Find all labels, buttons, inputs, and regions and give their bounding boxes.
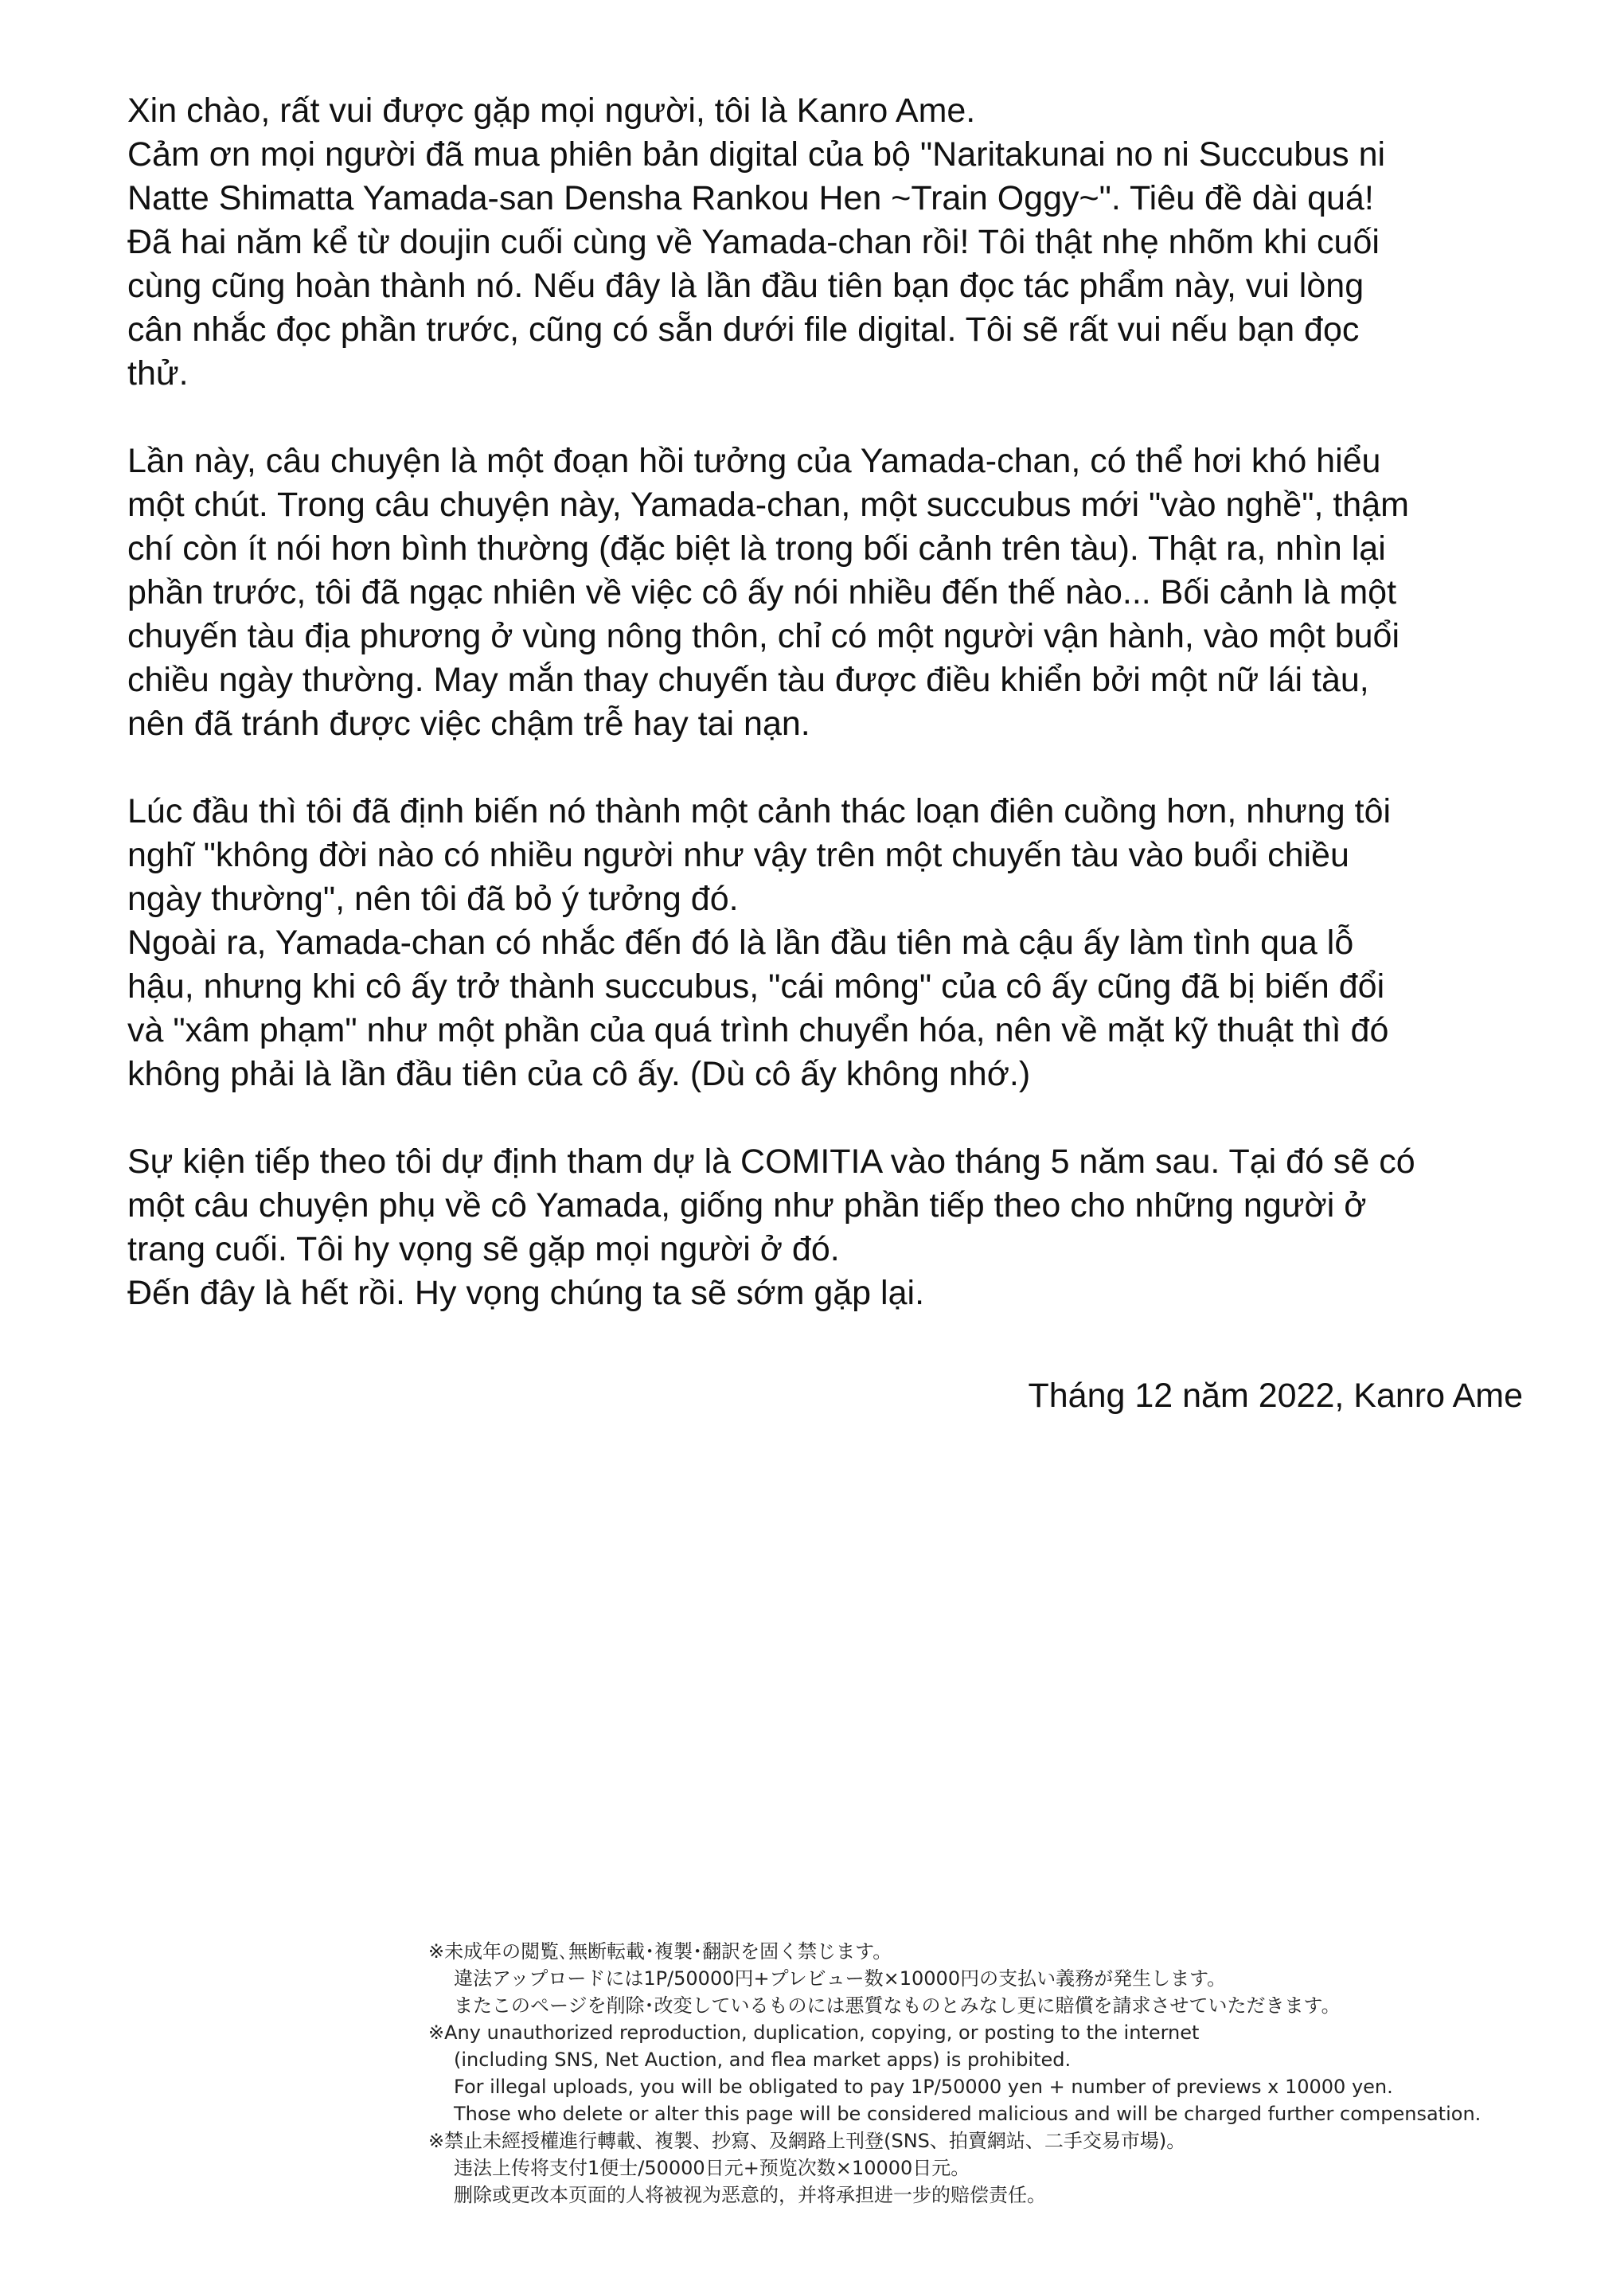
letter-line: và "xâm phạm" như một phần của quá trình chuyển hóa, nên về mặt kỹ thuật thì đó <box>127 1011 1389 1049</box>
letter-line: phần trước, tôi đã ngạc nhiên về việc cô ấy nói nhiều đến thế nào... Bối cảnh là một <box>127 573 1397 611</box>
notice-line: またこのページを削除･改変しているものには悪質なものとみなし更に賠償を請求させていただきます。 <box>454 1994 1341 2017</box>
notice-line: 违法上传将支付1便士/50000日元+预览次数×10000日元。 <box>454 2157 970 2179</box>
letter-line: Xin chào, rất vui được gặp mọi người, tôi là Kanro Ame. <box>127 92 976 130</box>
notice-line: (including SNS, Net Auction, and flea market apps) is prohibited. <box>454 2049 1072 2071</box>
letter-line: Lúc đầu thì tôi đã định biến nó thành một cảnh thác loạn điên cuồng hơn, nhưng tôi <box>127 792 1392 830</box>
notice-line: 違法アップロードには1P/50000円+プレビュー数×10000円の支払い義務が発生します。 <box>454 1967 1227 1990</box>
letter-line: Ngoài ra, Yamada-chan có nhắc đến đó là lần đầu tiên mà cậu ấy làm tình qua lỗ <box>127 924 1354 962</box>
letter-line: Đến đây là hết rồi. Hy vọng chúng ta sẽ sớm gặp lại. <box>127 1274 925 1312</box>
paragraph-gap <box>127 746 1528 790</box>
letter-line: Cảm ơn mọi người đã mua phiên bản digital của bộ "Naritakunai no ni Succubus ni <box>127 135 1386 174</box>
letter-line: hậu, nhưng khi cô ấy trở thành succubus, "cái mông" của cô ấy cũng đã bị biến đổi <box>127 967 1385 1006</box>
afterword-letter <box>127 89 1528 1315</box>
letter-line: cân nhắc đọc phần trước, cũng có sẵn dưới file digital. Tôi sẽ rất vui nếu bạn đọc <box>127 311 1360 349</box>
letter-line: Đã hai năm kể từ doujin cuối cùng về Yamada-chan rồi! Tôi thật nhẹ nhõm khi cuối <box>127 223 1380 261</box>
notice-line: ※禁止未經授權進行轉載、複製、抄寫、及網路上刊登(SNS、拍賣網站、二手交易市場)。 <box>428 2130 1186 2152</box>
letter-line: thử. <box>127 354 189 393</box>
signature-date: Tháng 12 năm 2022, Kanro Ame <box>1028 1377 1523 1415</box>
letter-line: trang cuối. Tôi hy vọng sẽ gặp mọi người ở đó. <box>127 1230 840 1268</box>
letter-line: Lần này, câu chuyện là một đoạn hồi tưởng của Yamada-chan, có thể hơi khó hiểu <box>127 442 1381 480</box>
letter-line: chí còn ít nói hơn bình thường (đặc biệt là trong bối cảnh trên tàu). Thật ra, nhìn lại <box>127 529 1386 568</box>
letter-line: Sự kiện tiếp theo tôi dự định tham dự là COMITIA vào tháng 5 năm sau. Tại đó sẽ có <box>127 1143 1415 1181</box>
letter-line: không phải là lần đầu tiên của cô ấy. (Dù cô ấy không nhớ.) <box>127 1055 1031 1093</box>
letter-line: cùng cũng hoàn thành nó. Nếu đây là lần đầu tiên bạn đọc tác phẩm này, vui lòng <box>127 267 1364 305</box>
notice-line: ※未成年の閲覧､無断転載･複製･翻訳を固く禁じます。 <box>428 1940 892 1963</box>
paragraph-gap <box>127 396 1528 439</box>
letter-line: một câu chuyện phụ về cô Yamada, giống như phần tiếp theo cho những người ở <box>127 1186 1367 1225</box>
notice-line: Those who delete or alter this page will be considered malicious and will be charged further compensation. <box>454 2103 1482 2125</box>
letter-line: ngày thường", nên tôi đã bỏ ý tưởng đó. <box>127 880 739 918</box>
notice-line: ※Any unauthorized reproduction, duplication, copying, or posting to the internet <box>428 2022 1200 2044</box>
notice-line: 删除或更改本页面的人将被视为恶意的，并将承担进一步的赔偿责任。 <box>454 2184 1046 2206</box>
copyright-notice <box>428 1938 1481 2209</box>
letter-line: nên đã tránh được việc chậm trễ hay tai nạn. <box>127 705 810 743</box>
notice-line: For illegal uploads, you will be obligated to pay 1P/50000 yen + number of previews x 10000 yen. <box>454 2076 1393 2098</box>
letter-line: một chút. Trong câu chuyện này, Yamada-chan, một succubus mới "vào nghề", thậm <box>127 486 1409 524</box>
letter-line: chuyến tàu địa phương ở vùng nông thôn, chỉ có một người vận hành, vào một buổi <box>127 617 1400 655</box>
letter-line: nghĩ "không đời nào có nhiều người như vậy trên một chuyến tàu vào buổi chiều <box>127 836 1349 874</box>
letter-line: chiều ngày thường. May mắn thay chuyến tàu được điều khiển bởi một nữ lái tàu, <box>127 661 1369 699</box>
paragraph-gap <box>127 1096 1528 1140</box>
letter-line: Natte Shimatta Yamada-san Densha Rankou Hen ~Train Oggy~". Tiêu đề dài quá! <box>127 179 1374 217</box>
